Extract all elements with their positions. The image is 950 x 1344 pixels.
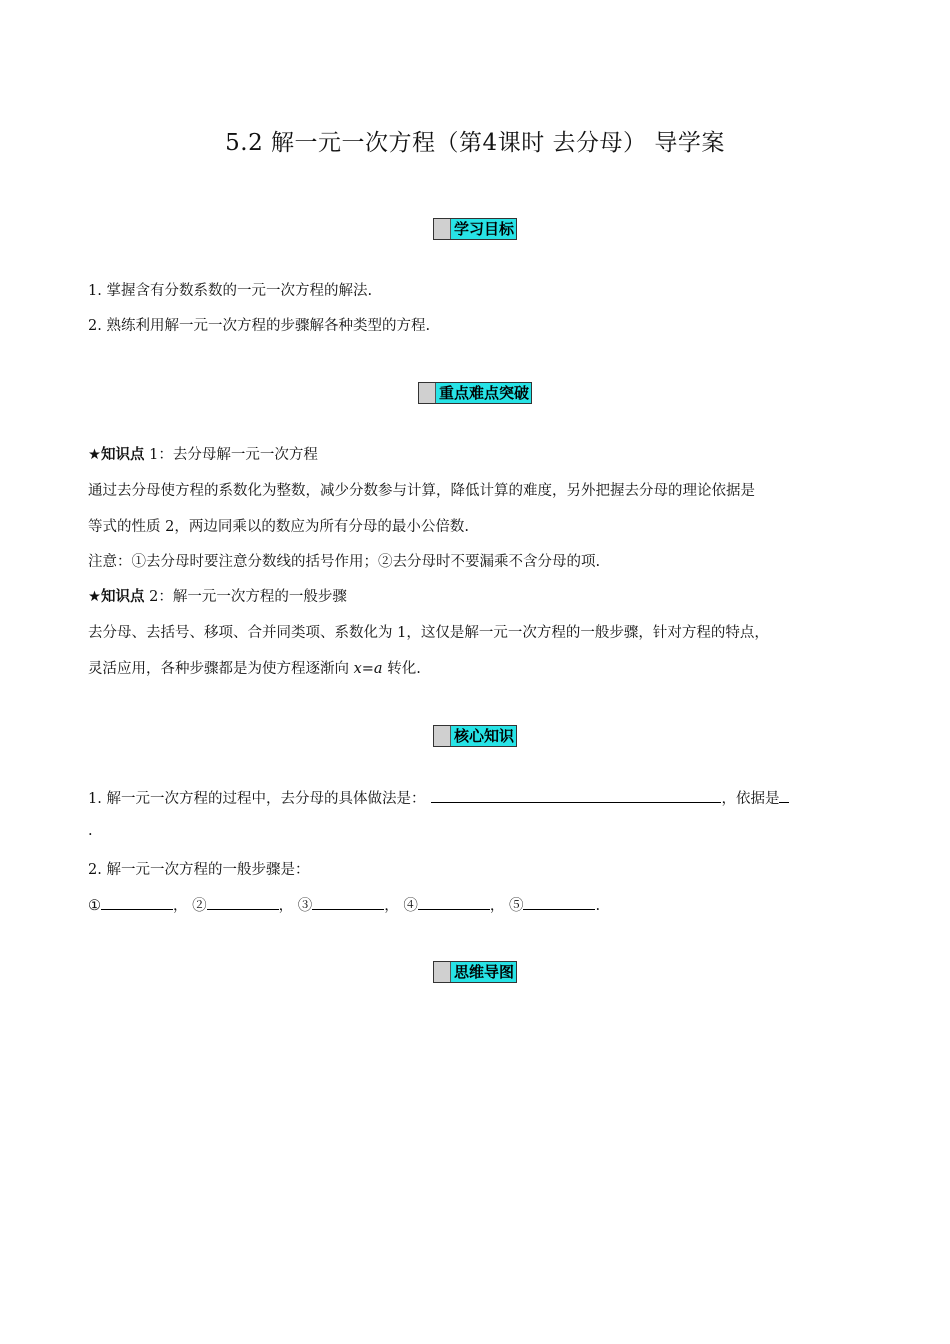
core-question-2: 2. 解一元一次方程的一般步骤是： [88,862,310,878]
section-badge [418,382,532,404]
step-5-marker: ⑤ [508,898,524,914]
core-question-1 [88,787,789,808]
kp2-line-2-post: 转化. [382,661,421,677]
section-title-key: 重点难点突破 [436,383,531,403]
section-header-mind [0,961,950,983]
section-badge [433,725,517,747]
knowledge-point-2-heading [88,585,347,606]
step-sep: ， [173,898,188,914]
knowledge-point-1-heading [88,443,318,464]
kp1-label: ★知识点 [88,447,145,463]
step-3-blank[interactable] [312,895,384,910]
badge-marker [434,726,451,746]
step-2-marker: ② [192,898,207,914]
kp1-title: 去分母解一元一次方程 [172,447,318,463]
q1-end: . [88,823,93,839]
page-title: 5.2 解一元一次方程（第4课时 去分母） 导学案 [225,130,725,156]
goal-item-1: 1. 掌握含有分数系数的一元一次方程的解法. [88,283,373,299]
kp1-note: 注意：①去分母时要注意分数线的括号作用；②去分母时不要漏乘不含分母的项. [88,554,601,570]
step-sep: ， [384,898,399,914]
badge-marker [434,219,451,239]
q1-blank-method[interactable] [431,788,721,803]
steps-final: . [595,898,601,914]
kp2-line-2 [88,657,421,678]
kp2-num: 2： [144,589,173,605]
steps-row [88,894,600,915]
step-2-blank[interactable] [207,895,279,910]
step-sep: ， [278,898,294,914]
kp2-title: 解一元一次方程的一般步骤 [172,589,347,605]
q1-blank-basis[interactable] [779,788,789,803]
step-sep: ， [489,898,505,914]
step-3-marker: ③ [297,898,313,914]
section-header-core [0,725,950,747]
step-5-blank[interactable] [523,895,595,910]
kp2-label: ★知识点 [88,589,145,605]
badge-marker [434,962,451,982]
section-title-goals: 学习目标 [451,219,516,239]
section-title-mind: 思维导图 [451,962,516,982]
kp1-line-1: 通过去分母使方程的系数化为整数，减少分数参与计算，降低计算的难度，另外把握去分母的理论依据是 [88,483,755,499]
step-1-marker: ① [88,898,101,914]
badge-marker [419,383,436,403]
kp1-line-2: 等式的性质 2，两边同乘以的数应为所有分母的最小公倍数. [88,519,469,535]
section-title-core: 核心知识 [451,726,516,746]
kp2-equation: x=a [353,661,383,677]
q1-mid: ，依据是 [721,791,780,807]
step-4-marker: ④ [403,898,418,914]
kp2-line-1: 去分母、去括号、移项、合并同类项、系数化为 1，这仅是解一元一次方程的一般步骤，针对方程的特点， [88,625,769,641]
kp1-num: 1： [144,447,173,463]
kp2-line-2-pre: 灵活应用，各种步骤都是为使方程逐渐向 [88,661,354,677]
step-1-blank[interactable] [101,895,173,910]
goal-item-2: 2. 熟练利用解一元一次方程的步骤解各种类型的方程. [88,318,431,334]
step-4-blank[interactable] [418,895,490,910]
section-badge [433,961,517,983]
q1-text: 1. 解一元一次方程的过程中，去分母的具体做法是： [88,791,426,807]
section-header-key [0,382,950,404]
section-badge [433,218,517,240]
section-header-goals [0,218,950,240]
